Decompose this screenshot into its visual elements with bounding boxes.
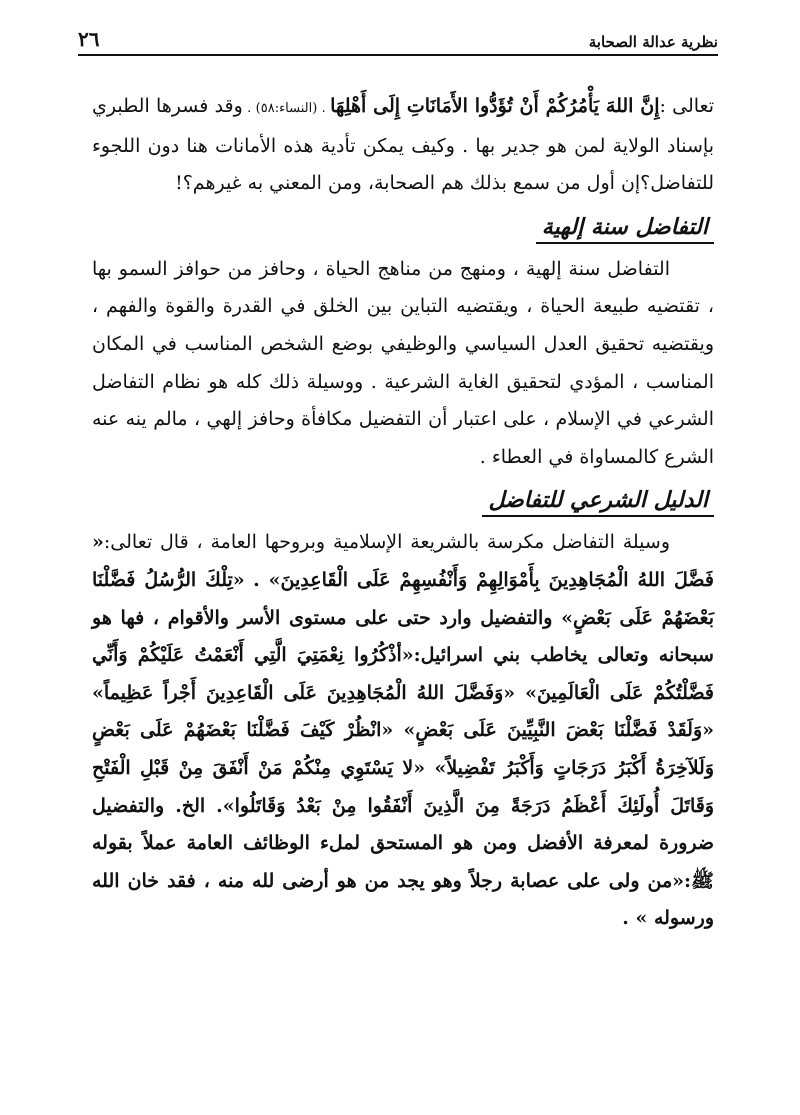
para1-text: وقد فسرها الطبري بإسناد الولاية لمن هو جدير بها . وكيف يمكن تأدية هذه الأمانات هنا دون اللجوء للتفاضل؟إن أول من سمع بذلك هم الصحابة، ومن المعني به غيرهم؟! — [92, 95, 714, 195]
paragraph-1 — [92, 88, 714, 203]
verse-reference: . (النساء:٥٨) . — [242, 101, 331, 116]
para3-text-2: والتفضيل وارد حتى على مستوى الأسر والأقوام ، فها هو سبحانه وتعالى يخاطب بني اسرائيل: — [92, 606, 714, 667]
section-heading-2 — [92, 476, 714, 524]
quran-verse: إِنَّ اللهَ يَأْمُرُكُمْ أَنْ تُؤَدُّوا الأَمَانَاتِ إِلَى أَهْلِهَا — [330, 95, 660, 117]
para2-text: التفاضل سنة إلهية ، ومنهج من مناهج الحياة ، وحافز من حوافز السمو بها ، تقتضيه طبيعة الحياة ، ويقتضيه التباين بين الخلق في القدرة والقوة والفهم ، ويقتضيه تحقيق العدل السياسي والوظيفي بوضع الشخص المناسب في المكان المناسب ، المؤدي لتحقيق الغاية الشرعية . ووسيلة ذلك كله هو نظام التفاضل الشرعي في الإسلام ، على اعتبار أن التفضيل مكافأة وحافز إلهي ، مالم ينه عنه الشرع كالمساواة في العطاء . — [92, 257, 714, 468]
section-heading-1 — [92, 203, 714, 251]
para3-text-3: . الخ. والتفضيل ضرورة لمعرفة الأفضل ومن هو المستحق لملء الوظائف العامة عملاً بقوله ﷺ: — [92, 794, 714, 892]
section-heading-1-text: التفاضل سنة إلهية — [536, 212, 714, 244]
quran-quote-1: « فَضَّلَ اللهُ الْمُجَاهِدِينَ بِأَمْوَالِهِمْ وَأَنْفُسِهِمْ عَلَى الْقَاعِدِينَ» . — [92, 531, 714, 591]
running-title: نظرية عدالة الصحابة — [588, 33, 718, 51]
quran-quote-2: «تِلْكَ الرُّسُلُ فَضَّلْنَا بَعْضَهُمْ عَلَى بَعْضٍ» — [92, 568, 714, 629]
quran-quote-3: «أذْكُرُوا نِعْمَتِيَ الَّتِي أَنْعَمْتُ عَلَيْكُمْ وَأَنِّي فَضَّلْتُكُمْ عَلَى الْعَالَمِينَ» «وَفَضَّلَ اللهُ الْمُجَاهِدِينَ عَلَى الْقَاعِدِينَ أَجْراً عَظِيماً» «وَلَقَدْ فَضَّلْنَا بَعْضَ النَّبِيِّينَ عَلَى بَعْضٍ» «انْظُرْ كَيْفَ فَضَّلْنَا بَعْضَهُمْ عَلَى بَعْضٍ وَلَلآخِرَةُ أَكْبَرُ دَرَجَاتٍ وَأَكْبَرُ تَفْضِيلاً» «لا يَسْتَوِي مِنْكُمْ مَنْ أَنْفَقَ مِنْ قَبْلِ الْفَتْحِ وَقَاتَلَ أُولَئِكَ أَعْظَمُ دَرَجَةً مِنَ الَّذِينَ أَنْفَقُوا مِنْ بَعْدُ وَقَاتَلُوا» — [92, 644, 715, 817]
paragraph-3 — [92, 524, 714, 938]
para3-text-1: وسيلة التفاضل مكرسة بالشريعة الإسلامية وبروحها العامة ، قال تعالى: — [103, 531, 670, 554]
page-number: ٢٦ — [78, 27, 100, 51]
paragraph-2 — [92, 251, 714, 477]
hadith-quote: «من ولى على عصابة رجلاً وهو يجد من هو أرضى لله منه ، فقد خان الله ورسوله » . — [92, 869, 714, 930]
section-heading-2-text: الدليل الشرعي للتفاضل — [482, 485, 714, 517]
page-body — [92, 88, 714, 938]
para1-lead: تعالى : — [659, 95, 715, 117]
running-header — [78, 26, 718, 56]
